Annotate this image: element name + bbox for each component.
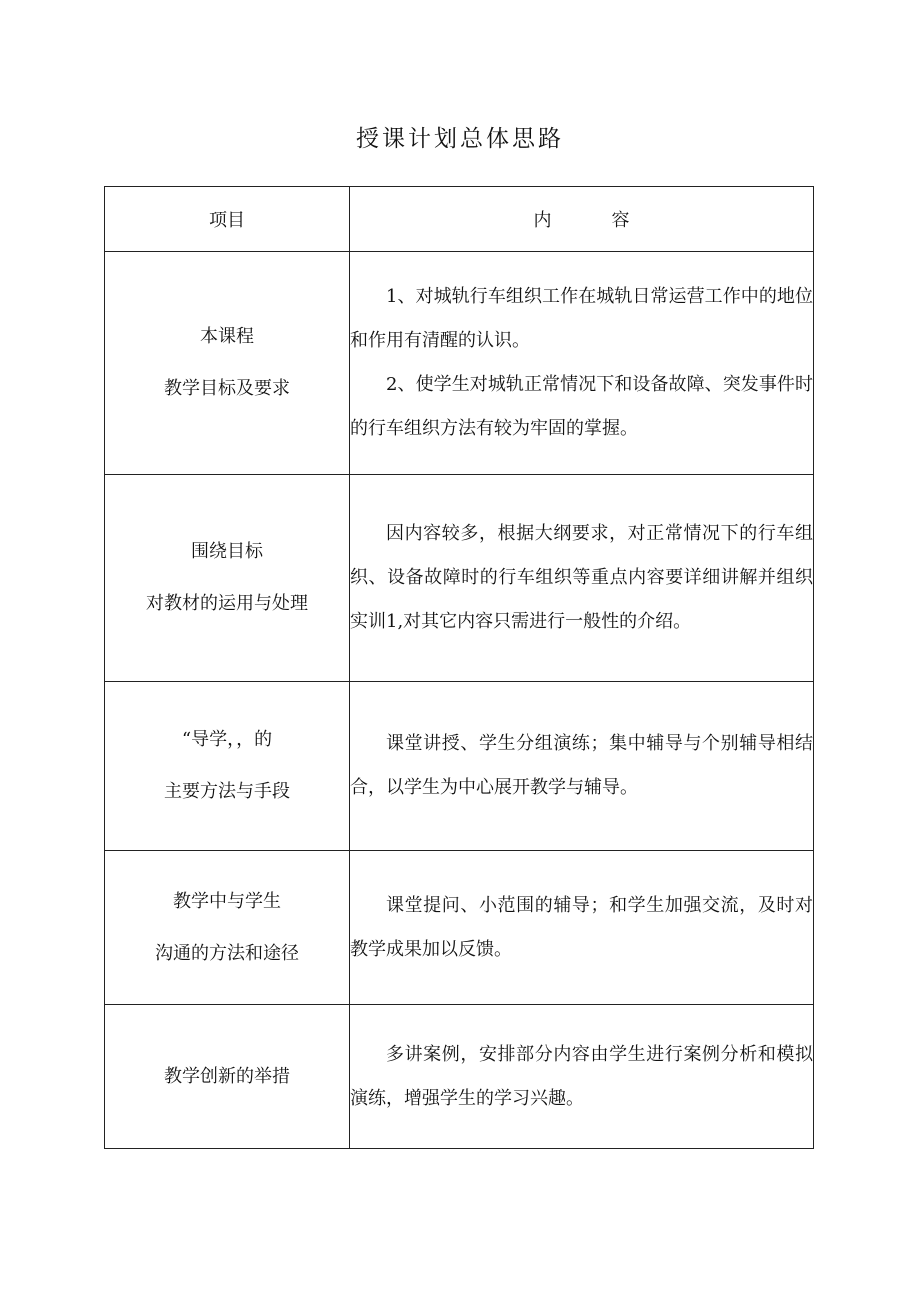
row-label-line: 围绕目标 — [191, 541, 263, 562]
row-label-line: 对教材的运用与处理 — [146, 593, 308, 614]
table-row — [105, 851, 814, 1005]
header-content-cell — [350, 187, 814, 252]
row-content-cell — [350, 252, 814, 475]
row-content-cell — [350, 851, 814, 1005]
row-label-line: 教学创新的举措 — [164, 1065, 290, 1087]
row-label-line: “导学，，的 — [181, 729, 273, 750]
table-header-row — [105, 187, 814, 252]
document-title: 授课计划总体思路 — [356, 126, 564, 152]
table-row — [105, 1005, 814, 1149]
row-label-cell — [105, 682, 350, 851]
content-paragraph: 课堂讲授、学生分组演练；集中辅导与个别辅导相结合，以学生为中心展开教学与辅导。 — [350, 733, 813, 798]
row-label-line: 教学中与学生 — [173, 890, 281, 912]
row-content-cell — [350, 1005, 814, 1149]
table-row — [105, 252, 814, 475]
table-row — [105, 475, 814, 682]
content-paragraph: 课堂提问、小范围的辅导；和学生加强交流，及时对教学成果加以反馈。 — [350, 894, 813, 960]
content-paragraph: 多讲案例，安排部分内容由学生进行案例分析和模拟演练，增强学生的学习兴趣。 — [350, 1043, 813, 1109]
lesson-plan-table — [104, 186, 814, 1149]
table-row — [105, 682, 814, 851]
row-label-line: 本课程 — [200, 326, 254, 347]
content-paragraph: 因内容较多，根据大纲要求，对正常情况下的行车组织、设备故障时的行车组织等重点内容要详细讲解并组织实训1,对其它内容只需进行一般性的介绍。 — [350, 523, 813, 632]
row-content-cell — [350, 682, 814, 851]
row-label-cell — [105, 252, 350, 475]
header-item-cell: 项目 — [105, 187, 350, 252]
header-content-right: 容 — [611, 210, 630, 231]
row-label-line: 教学目标及要求 — [164, 378, 290, 399]
row-content-cell — [350, 475, 814, 682]
row-label-cell — [105, 851, 350, 1005]
content-paragraph: 2、使学生对城轨正常情况下和设备故障、突发事件时的行车组织方法有较为牢固的掌握。 — [350, 374, 813, 439]
content-paragraph: 1、对城轨行车组织工作在城轨日常运营工作中的地位和作用有清醒的认识。 — [350, 286, 813, 351]
row-label-cell — [105, 1005, 350, 1149]
row-label-cell — [105, 475, 350, 682]
row-label-line: 沟通的方法和途径 — [155, 942, 299, 964]
row-label-line: 主要方法与手段 — [164, 781, 290, 802]
header-content-left: 内 — [533, 210, 552, 231]
